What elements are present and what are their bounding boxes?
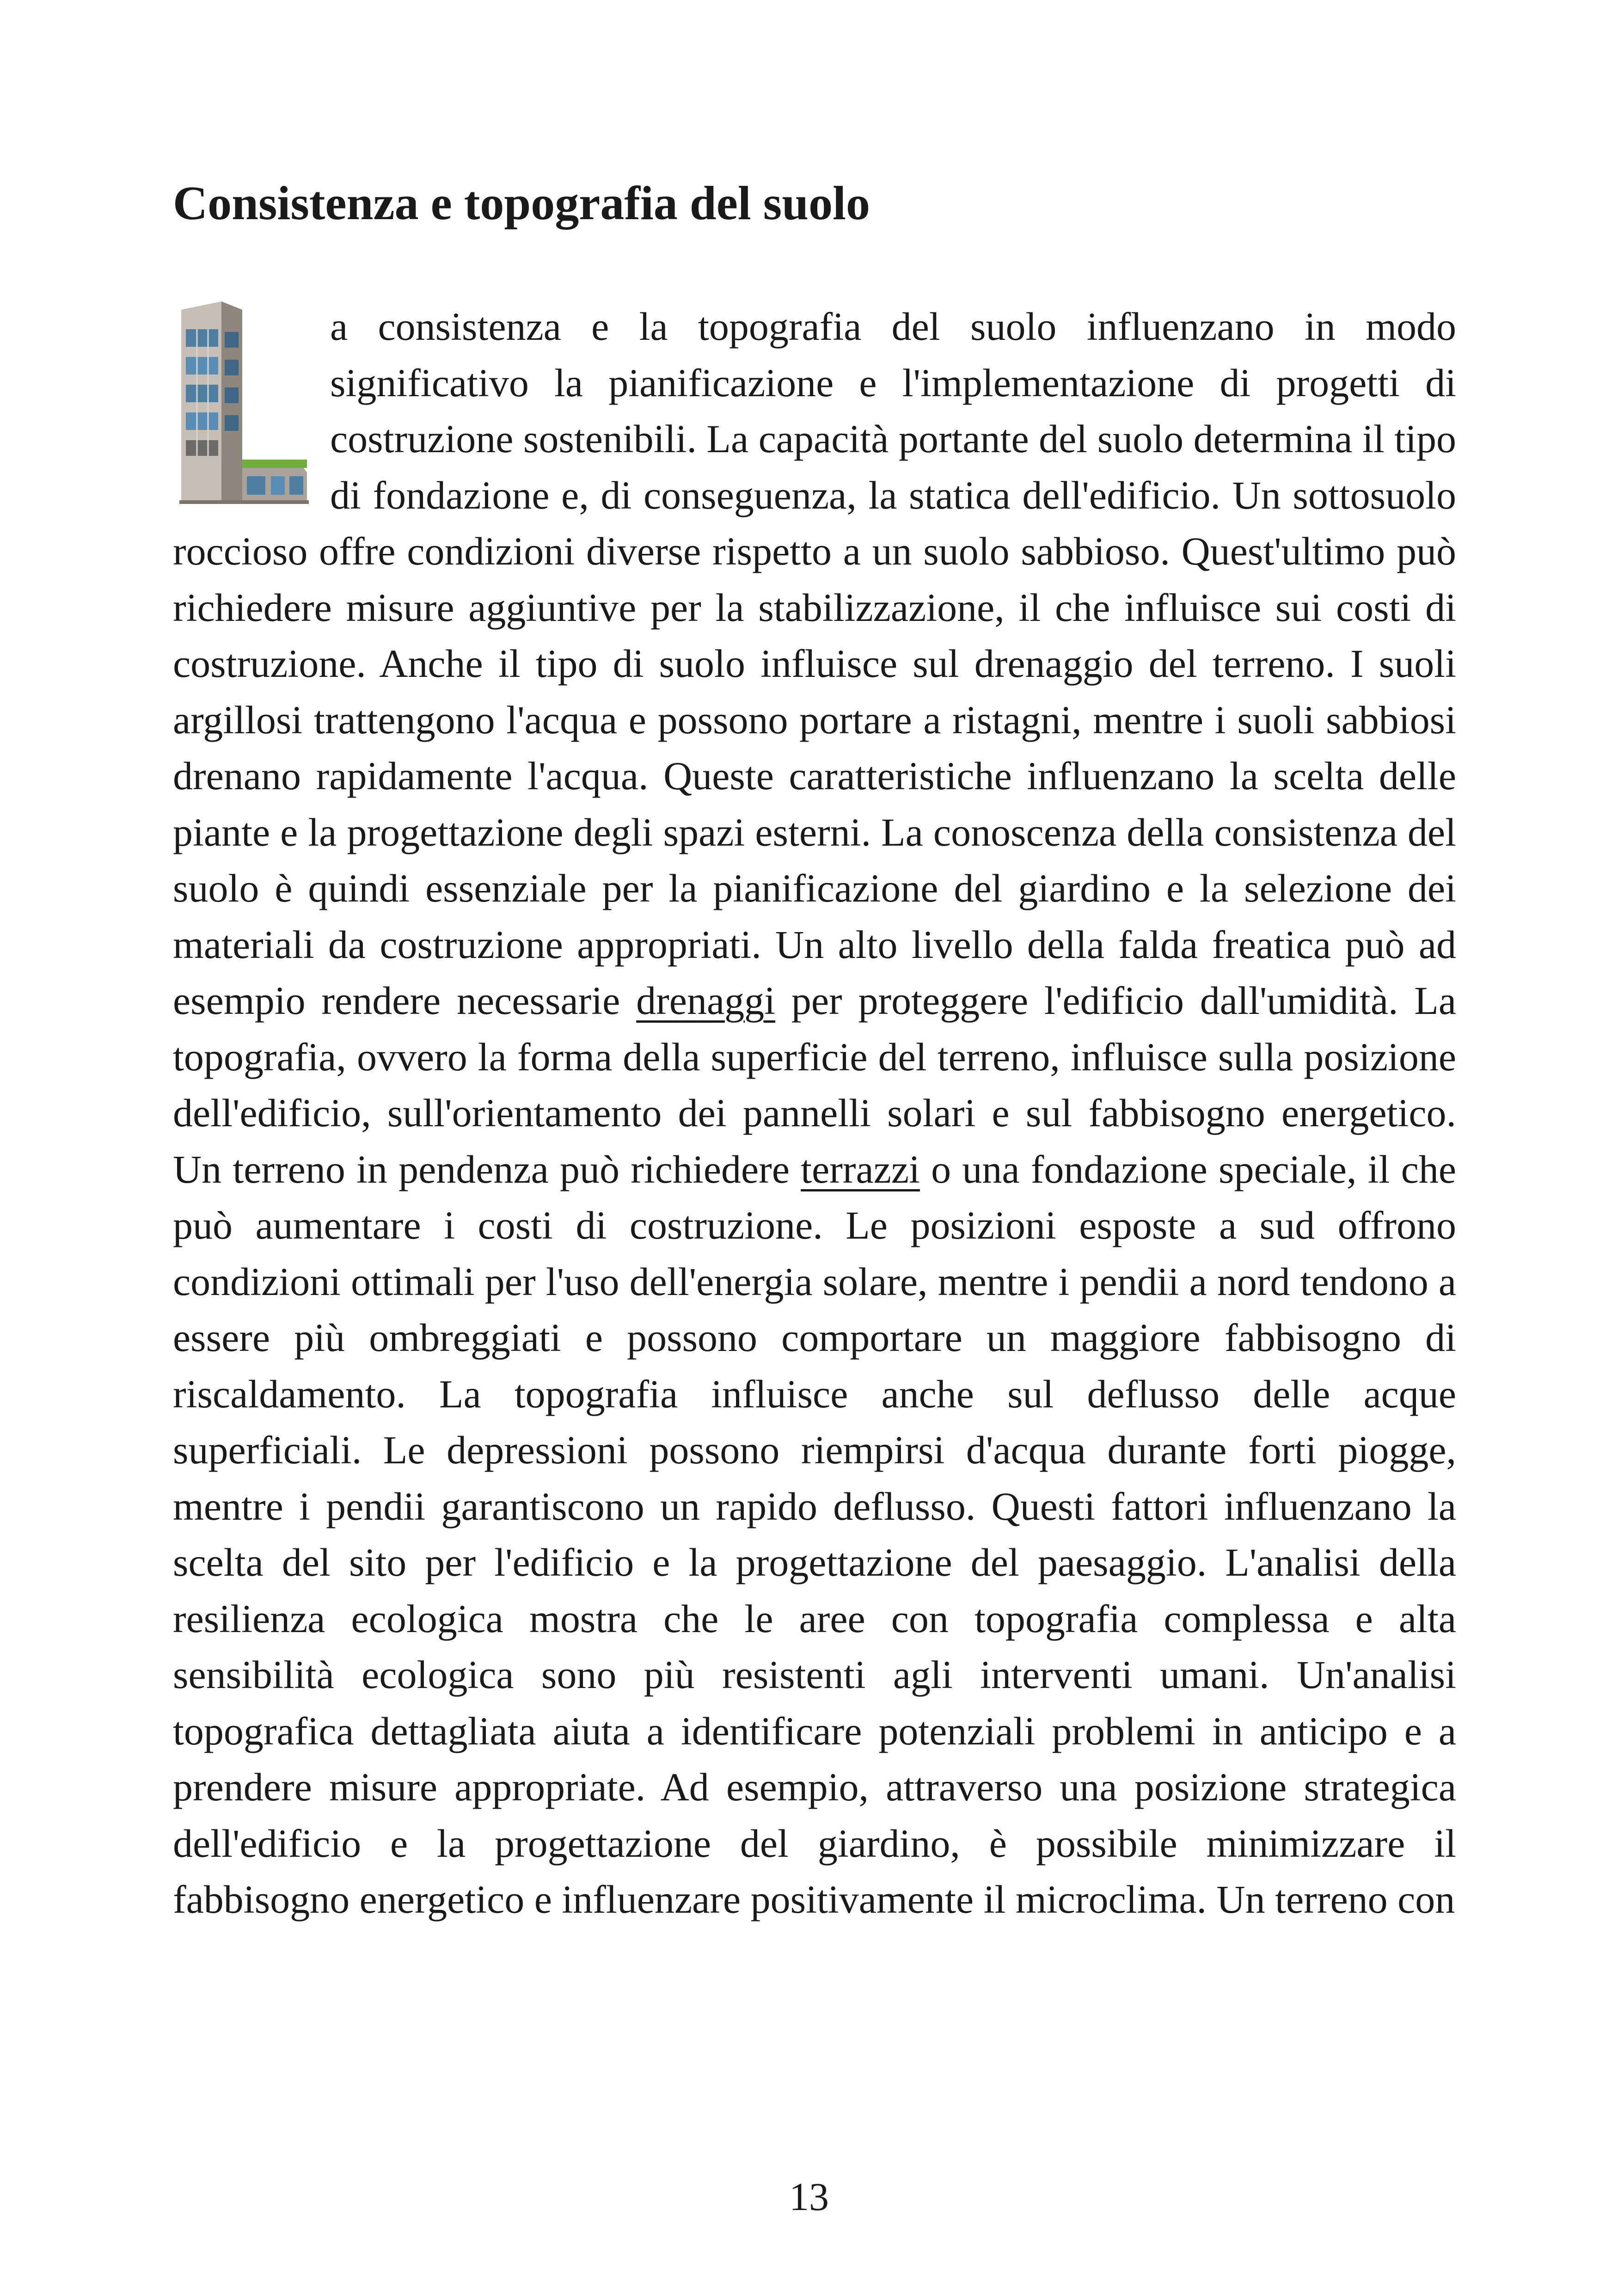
body-paragraph <box>173 299 1456 1928</box>
body-text-part-2: per proteggere l'edificio dall'umidità. La topografia, ovvero la forma della superficie del terreno, influisce sulla posizione dell'edificio, sull'orientamento dei pannelli solari e sul fabbisogno energetico. Un terreno in pendenza può richiedere <box>173 978 1456 1191</box>
link-drenaggi[interactable]: drenaggi <box>636 978 776 1023</box>
building-letter-L-icon <box>173 301 312 510</box>
link-terrazzi[interactable]: terrazzi <box>801 1147 920 1191</box>
body-text-part-1: a consistenza e la topografia del suolo influenzano in modo significativo la pianificazione e l'implementazione di progetti di costruzione sostenibili. La capacità portante del suolo determina il tipo di fondazione e, di conseguenza, la statica dell'edificio. Un sottosuolo roccioso offre condizioni diverse rispetto a un suolo sabbioso. Quest'ultimo può richiedere misure aggiuntive per la stabilizzazione, il che influisce sui costi di costruzione. Anche il tipo di suolo influisce sul drenaggio del terreno. I suoli argillosi trattengono l'acqua e possono portare a ristagni, mentre i suoli sabbiosi drenano rapidamente l'acqua. Queste caratteristiche influenzano la scelta delle piante e la progettazione degli spazi esterni. La conoscenza della consistenza del suolo è quindi essenziale per la pianificazione del giardino e la selezione dei materiali da costruzione appropriati. Un alto livello della falda freatica può ad esempio rendere necessarie <box>173 304 1456 1023</box>
body-text-part-3: o una fondazione speciale, il che può aumentare i costi di costruzione. Le posizioni esposte a sud offrono condizioni ottimali per l'uso dell'energia solare, mentre i pendii a nord tendono a essere più ombreggiati e possono comportare un maggiore fabbisogno di riscaldamento. La topografia influisce anche sul deflusso delle acque superficiali. Le depressioni possono riempirsi d'acqua durante forti piogge, mentre i pendii garantiscono un rapido deflusso. Questi fattori influenzano la scelta del sito per l'edificio e la progettazione del paesaggio. L'analisi della resilienza ecologica mostra che le aree con topografia complessa e alta sensibilità ecologica sono più resistenti agli interventi umani. Un'analisi topografica dettagliata aiuta a identificare potenziali problemi in anticipo e a prendere misure appropriate. Ad esempio, attraverso una posizione strategica dell'edificio e la progettazione del giardino, è possibile minimizzare il fabbisogno energetico e influenzare positivamente il microclima. Un terreno con <box>173 1147 1456 1922</box>
section-heading: Consistenza e topografia del suolo <box>173 177 870 230</box>
page-number: 13 <box>789 2174 829 2219</box>
